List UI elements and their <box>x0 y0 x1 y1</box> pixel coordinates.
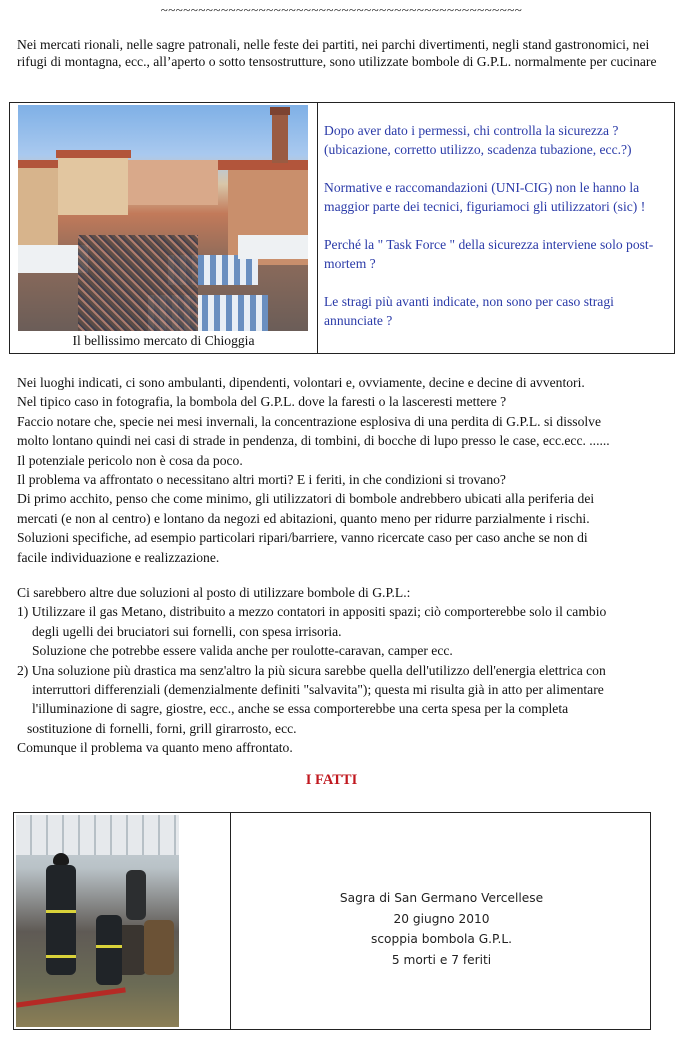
table-divider <box>317 103 318 353</box>
question-4: Le stragi più avanti indicate, non sono per caso stragi annunciate ? <box>324 294 614 329</box>
firefighters-photo <box>16 815 179 1027</box>
market-photo-caption: Il bellissimo mercato di Chioggia <box>72 333 255 348</box>
question-2: Normative e raccomandazioni (UNI-CIG) non le hanno la maggior parte dei tecnici, figuriamoci gli utilizzatori (sic) ! <box>324 180 646 215</box>
solutions-line: 1) Utilizzare il gas Metano, distribuito a mezzo contatori in appositi spazi; ciò comporterebbe solo il cambio <box>17 604 607 620</box>
solutions-line: l'illuminazione di sagre, giostre, ecc., anche se essa comporterebbe una certa spesa per la completa <box>32 701 569 717</box>
body-line: Nei luoghi indicati, ci sono ambulanti, dipendenti, volontari e, ovviamente, decine e decine di avventori. <box>17 375 585 390</box>
event-line: 20 giugno 2010 <box>393 911 490 926</box>
intro-paragraph: Nei mercati rionali, nelle sagre patronali, nelle feste dei partiti, nei parchi divertimenti, negli stand gastronomici, nei rifugi di montagna, ecc., all’aperto o sotto tensostrutture, sono utilizzate bombole di G.P.L. normalmente per cucinare <box>17 37 657 69</box>
event-line: Sagra di San Germano Vercellese <box>339 891 544 905</box>
body-line: Il potenziale pericolo non è cosa da poco. <box>17 452 243 468</box>
event-line: 5 morti e 7 feriti <box>391 952 492 967</box>
solutions-line: 2) Una soluzione più drastica ma senz'altro la più sicura sarebbe quella dell'utilizzo dell'energia elettrica con <box>17 662 606 678</box>
market-table <box>9 102 675 354</box>
event-description <box>231 888 652 970</box>
solutions-line: Soluzione che potrebbe essere valida anche per roulotte-caravan, camper ecc. <box>32 643 453 659</box>
solutions-line: Comunque il problema va quanto meno affrontato. <box>17 740 293 756</box>
body-line: molto lontano quindi nei casi di strade in pendenza, di tombini, di bocche di lupo presso le case, ecc.ecc. ...... <box>17 433 610 449</box>
facts-heading: I FATTI <box>305 772 358 788</box>
body-paragraph <box>17 373 667 567</box>
body-line: Di primo acchito, penso che come minimo, gli utilizzatori di bombole andrebbero ubicati alla periferia dei <box>17 491 595 507</box>
solutions-line: Ci sarebbero altre due soluzioni al posto di utilizzare bombole di G.P.L.: <box>17 585 411 600</box>
chioggia-market-photo <box>18 105 308 331</box>
solutions-line: degli ugelli dei bruciatori sui fornelli, con spesa irrisoria. <box>32 623 342 639</box>
solutions-line: interruttori differenziali (demenzialmente definiti "salvavita"); questa mi risulta già in atto per alimentare <box>32 682 604 698</box>
body-line: Faccio notare che, specie nei mesi invernali, la concentrazione esplosiva di una perdita di G.P.L. si dissolve <box>17 413 601 429</box>
question-1: Dopo aver dato i permessi, chi controlla la sicurezza ? (ubicazione, corretto utilizzo, scadenza tubazione, ecc.?) <box>324 123 632 158</box>
body-line: Soluzioni specifiche, ad esempio particolari ripari/barriere, vanno ricercate caso per caso anche se non di <box>17 530 588 546</box>
question-3: Perché la " Task Force " della sicurezza interviene solo post-mortem ? <box>324 237 654 272</box>
solutions-paragraph <box>17 583 667 758</box>
body-line: facile individuazione e realizzazione. <box>17 549 220 565</box>
separator-line: ~~~~~~~~~~~~~~~~~~~~~~~~~~~~~~~~~~~~~~~~~~~~~~~~ <box>160 2 523 17</box>
event-table <box>13 812 651 1030</box>
solutions-line: sostituzione di fornelli, forni, grill girarrosto, ecc. <box>27 720 297 736</box>
event-line: scoppia bombola G.P.L. <box>371 932 512 946</box>
body-line: Il problema va affrontato o necessitano altri morti? E i feriti, in che condizioni si trovano? <box>17 472 506 488</box>
body-line: Nel tipico caso in fotografia, la bombola del G.P.L. dove la faresti o la lasceresti mettere ? <box>17 394 507 410</box>
body-line: mercati (e non al centro) e lontano da negozi ed abitazioni, quanto meno per ridurre parzialmente i rischi. <box>17 510 590 526</box>
